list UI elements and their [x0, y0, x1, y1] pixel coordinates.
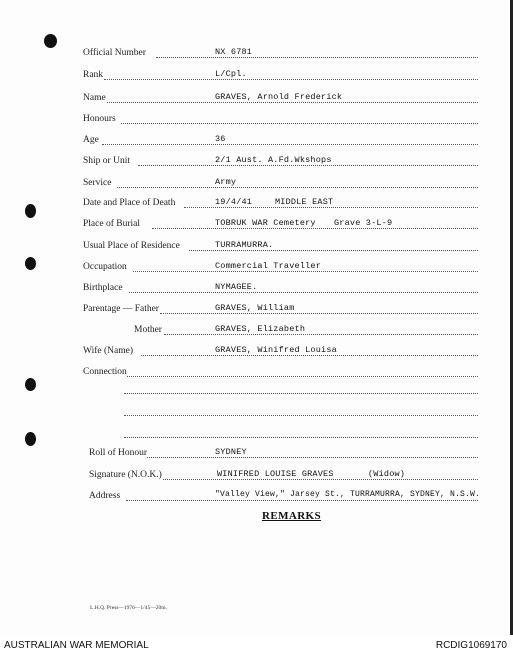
leader-dots [121, 123, 478, 124]
row-rank [0, 70, 480, 84]
leader-dots [102, 144, 478, 145]
leader-dots [129, 292, 478, 293]
value-signature-relation: (Widow) [368, 469, 406, 479]
row-address [0, 491, 480, 505]
label-service: Service [83, 178, 112, 188]
row-parentage-mother [0, 325, 480, 339]
label-place-of-burial: Place of Burial [83, 219, 140, 229]
label-occupation: Occupation [83, 262, 127, 272]
label-roll-of-honour: Roll of Honour [89, 448, 148, 458]
value-grave: Grave 3-L-9 [334, 218, 393, 228]
value-roll-of-honour: SYDNEY [215, 447, 247, 457]
label-connection: Connection [83, 367, 127, 377]
label-ship-or-unit: Ship or Unit [83, 156, 130, 166]
leader-dots [138, 165, 478, 166]
row-wife [0, 346, 480, 360]
label-signature: Signature (N.O.K.) [89, 470, 162, 480]
row-connection-line [0, 406, 480, 420]
punch-hole [44, 34, 57, 48]
value-signature: WINIFRED LOUISE GRAVES [217, 469, 334, 479]
leader-dots [117, 187, 478, 188]
leader-dots [124, 437, 478, 438]
row-signature [0, 470, 480, 484]
leader-dots [141, 355, 478, 356]
leader-dots [124, 393, 478, 394]
row-connection [0, 367, 480, 381]
value-place-of-burial: TOBRUK WAR Cemetery [215, 218, 316, 228]
row-name [0, 93, 480, 107]
leader-dots [152, 228, 478, 229]
value-occupation: Commercial Traveller [215, 261, 322, 271]
label-parentage-father: Parentage — Father [83, 304, 159, 314]
leader-dots [189, 250, 478, 251]
label-rank: Rank [83, 70, 104, 80]
leader-dots [133, 271, 478, 272]
label-name: Name [83, 93, 106, 103]
value-address: "Valley View," Jarsey St., TURRAMURRA, SYDNEY, N.S.W. [215, 490, 481, 499]
label-parentage-mother: Mother [134, 325, 162, 335]
label-honours: Honours [83, 114, 116, 124]
leader-dots [127, 376, 478, 377]
row-honours [0, 114, 480, 128]
leader-dots [164, 334, 478, 335]
row-date-place-death [0, 198, 480, 212]
value-rank: L/Cpl. [215, 69, 247, 79]
value-service: Army [215, 177, 237, 187]
row-connection-line [0, 428, 480, 442]
row-roll-of-honour [0, 448, 480, 462]
label-usual-residence: Usual Place of Residence [83, 241, 180, 251]
label-wife: Wife (Name) [83, 346, 133, 356]
footer-record-id: RCDIG1069170 [435, 640, 507, 651]
archive-footer [0, 638, 513, 654]
leader-dots [147, 457, 478, 458]
leader-dots [163, 479, 478, 480]
label-address: Address [89, 491, 121, 501]
row-birthplace [0, 283, 480, 297]
value-place-of-death: MIDDLE EAST [275, 197, 334, 207]
row-age [0, 135, 480, 149]
leader-dots [126, 500, 478, 501]
row-occupation [0, 262, 480, 276]
label-official-number: Official Number [83, 48, 146, 58]
printer-code: L.H.Q. Press—1976—1/45—20m. [90, 605, 167, 611]
row-usual-residence [0, 241, 480, 255]
leader-dots [160, 313, 478, 314]
leader-dots [104, 79, 478, 80]
value-official-number: NX 6781 [215, 47, 253, 57]
label-birthplace: Birthplace [83, 283, 123, 293]
leader-dots [184, 207, 478, 208]
value-usual-residence: TURRAMURRA. [215, 240, 274, 250]
value-mother: GRAVES, Elizabeth [215, 324, 306, 334]
row-service [0, 178, 480, 192]
value-father: GRAVES, William [215, 303, 295, 313]
footer-institution: AUSTRALIAN WAR MEMORIAL [4, 640, 149, 651]
row-place-of-burial [0, 219, 480, 233]
leader-dots [107, 102, 478, 103]
row-official-number [0, 48, 480, 62]
value-name: GRAVES, Arnold Frederick [215, 92, 343, 102]
leader-dots [124, 415, 478, 416]
value-birthplace: NYMAGEE. [215, 282, 258, 292]
label-age: Age [83, 135, 99, 145]
label-date-place-death: Date and Place of Death [83, 198, 176, 208]
row-connection-line [0, 384, 480, 398]
leader-dots [156, 57, 478, 58]
value-age: 36 [215, 134, 226, 144]
remarks-heading: REMARKS [262, 510, 322, 522]
row-parentage-father [0, 304, 480, 318]
value-date-of-death: 19/4/41 [215, 197, 253, 207]
value-ship-or-unit: 2/1 Aust. A.Fd.Wkshops [215, 155, 332, 165]
row-ship-or-unit [0, 156, 480, 170]
value-wife: GRAVES, Winifred Louisa [215, 345, 337, 355]
